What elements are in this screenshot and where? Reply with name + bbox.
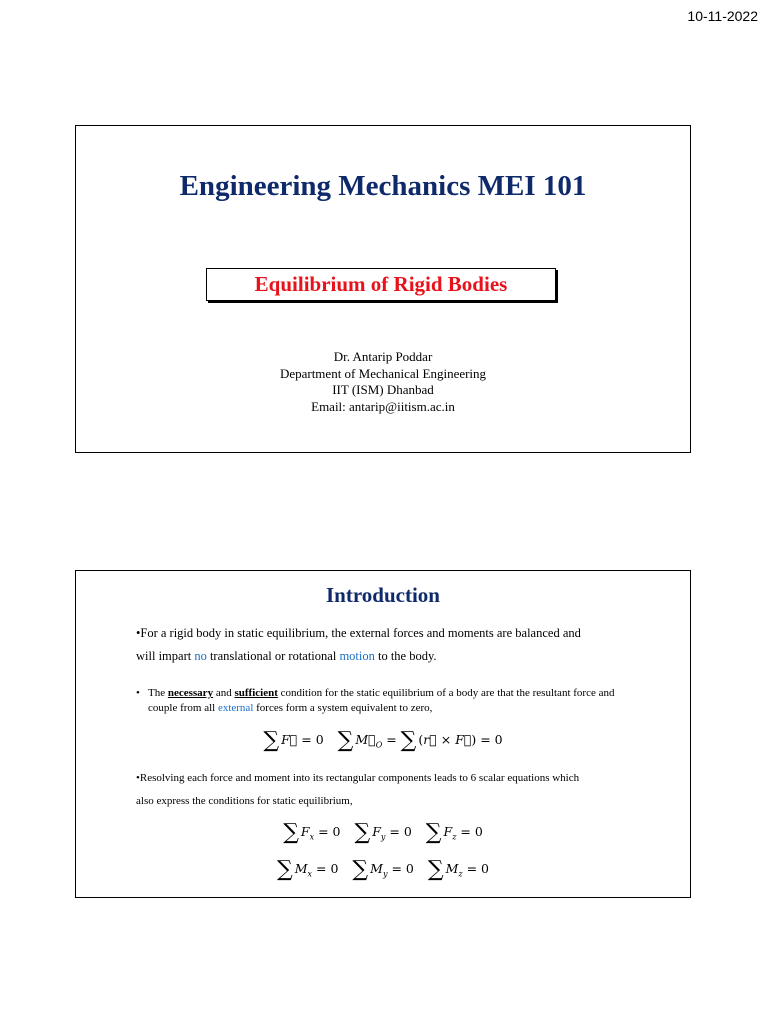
- subtitle: Equilibrium of Rigid Bodies: [254, 272, 508, 296]
- p2-text-a: The: [148, 687, 168, 699]
- p2-external: external: [217, 702, 254, 714]
- title-slide: [75, 125, 691, 453]
- p1-no: no: [194, 649, 207, 663]
- author-email: Email: antarip@iitism.ac.in: [311, 398, 455, 414]
- moment-component-equations: ∑ $M_x = 0$ ∑ $M_y = 0$ ∑ $M_z = 0$: [277, 857, 489, 882]
- p1-text-a: •For a rigid body in static equilibrium, the external forces and moments are balanced and will impart: [136, 626, 581, 663]
- author-institute: IIT (ISM) Dhanbad: [332, 382, 434, 397]
- p1-motion: motion: [339, 649, 375, 663]
- p2-text-b: and: [213, 687, 235, 699]
- page-date: 10-11-2022: [687, 8, 758, 24]
- course-title: Engineering Mechanics MEI 101: [179, 170, 587, 202]
- subtitle-box: [206, 268, 556, 301]
- introduction-slide: [75, 570, 691, 898]
- author-block: [76, 349, 690, 415]
- p2-text-c: condition for the static equilibrium of a body are that the resultant force and couple from all: [148, 687, 615, 714]
- p2-text-d: forces form a system equivalent to zero,: [253, 702, 433, 714]
- force-component-equations: ∑ $F_x = 0$ ∑ $F_y = 0$ ∑ $F_z = 0$: [283, 820, 483, 845]
- intro-paragraph-1: [136, 622, 586, 668]
- p1-text-b: translational or rotational: [206, 649, 340, 663]
- p2-bullet: •: [136, 687, 140, 699]
- intro-paragraph-2: [136, 686, 626, 716]
- p2-necessary: necessary: [167, 687, 214, 699]
- intro-paragraph-3: •Resolving each force and moment into its rectangular components leads to 6 scalar equations which also express the conditions for static equilibrium,: [136, 772, 580, 807]
- p1-text-c: to the body.: [374, 649, 437, 663]
- p2-sufficient: sufficient: [234, 687, 278, 699]
- intro-title: Introduction: [326, 583, 440, 607]
- author-department: Department of Mechanical Engineering: [279, 365, 487, 381]
- author-name: Dr. Antarip Poddar: [333, 349, 433, 364]
- equilibrium-vector-equations: ∑ F⃗ = 0 ∑ $M⃗_O$ = ∑ (r⃗ × F⃗) = 0: [263, 728, 503, 753]
